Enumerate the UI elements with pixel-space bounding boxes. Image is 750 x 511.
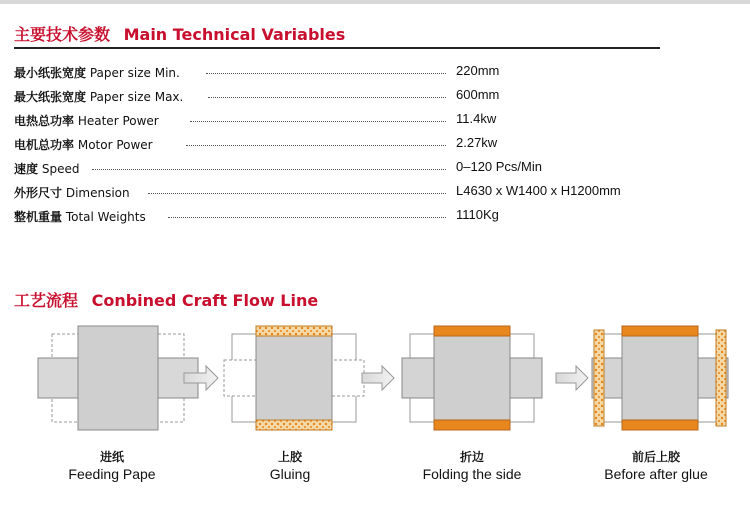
flow-step-before-after-glue bbox=[592, 326, 728, 430]
spec-label bbox=[14, 184, 130, 201]
spec-row-heater-power bbox=[14, 112, 714, 132]
spec-value: 0–120 Pcs/Min bbox=[456, 159, 542, 174]
flow-caption-cn: 前后上胶 bbox=[631, 450, 680, 464]
spec-label-cn: 最大纸张宽度 bbox=[14, 90, 87, 104]
spec-value: 2.27kw bbox=[456, 135, 498, 150]
glue-top-strip bbox=[434, 326, 510, 336]
spec-label-en: Total Weights bbox=[65, 210, 146, 224]
glue-left-strip bbox=[594, 330, 604, 426]
spec-label-cn: 速度 bbox=[14, 162, 39, 176]
flow-caption-gluing bbox=[210, 449, 370, 483]
spec-label bbox=[14, 208, 146, 225]
dot-leader bbox=[148, 193, 446, 194]
flow-caption-cn: 上胶 bbox=[277, 450, 302, 464]
spec-row-total-weights bbox=[14, 208, 714, 228]
dot-leader bbox=[186, 145, 446, 146]
paper-center bbox=[256, 326, 332, 430]
flow-caption-folding bbox=[392, 449, 552, 483]
dot-leader bbox=[168, 217, 446, 218]
flow-caption-before-after-glue bbox=[576, 449, 736, 483]
spec-label-cn: 外形尺寸 bbox=[14, 186, 63, 200]
spec-label-en: Speed bbox=[41, 162, 80, 176]
glue-top-strip bbox=[256, 326, 332, 336]
spec-value: L4630 x W1400 x H1200mm bbox=[456, 183, 621, 198]
section-title-specs bbox=[14, 22, 345, 45]
spec-label-en: Paper size Max. bbox=[89, 90, 184, 104]
spec-label-en: Motor Power bbox=[77, 138, 153, 152]
spec-row-speed bbox=[14, 160, 714, 180]
flow-caption-en: Folding the side bbox=[422, 466, 522, 482]
spec-value: 600mm bbox=[456, 87, 500, 102]
dot-leader bbox=[92, 169, 446, 170]
spec-label bbox=[14, 136, 153, 153]
dot-leader bbox=[206, 73, 446, 74]
flow-caption-en: Before after glue bbox=[604, 466, 708, 482]
spec-row-motor-power bbox=[14, 136, 714, 156]
spec-label bbox=[14, 88, 183, 105]
flow-caption-feeding bbox=[32, 449, 192, 483]
flow-step-feeding bbox=[38, 326, 198, 430]
section-title-specs-en: Main Technical Variables bbox=[123, 25, 346, 44]
flow-caption-en: Feeding Pape bbox=[68, 466, 156, 482]
section-title-specs-cn: 主要技术参数 bbox=[14, 25, 111, 44]
paper-center bbox=[622, 326, 698, 430]
spec-label-cn: 电机总功率 bbox=[14, 138, 75, 152]
paper-center bbox=[78, 326, 158, 430]
top-divider bbox=[0, 0, 750, 4]
flow-arrow-3 bbox=[556, 366, 588, 390]
spec-row-dimension bbox=[14, 184, 714, 204]
spec-label bbox=[14, 64, 180, 81]
spec-label bbox=[14, 112, 159, 129]
flow-caption-cn: 折边 bbox=[459, 450, 484, 464]
spec-label-en: Paper size Min. bbox=[89, 66, 180, 80]
section-rule-specs bbox=[14, 47, 660, 49]
flow-step-folding bbox=[402, 326, 542, 430]
spec-row-paper-min bbox=[14, 64, 714, 84]
craft-flow-diagram bbox=[0, 320, 750, 440]
glue-bottom-strip bbox=[434, 420, 510, 430]
flow-caption-en: Gluing bbox=[269, 466, 311, 482]
spec-value: 220mm bbox=[456, 63, 500, 78]
glue-right-strip bbox=[716, 330, 726, 426]
section-title-flow-en: Conbined Craft Flow Line bbox=[91, 291, 319, 310]
section-title-flow-cn: 工艺流程 bbox=[14, 291, 79, 310]
paper-center bbox=[434, 326, 510, 430]
glue-top-strip bbox=[622, 326, 698, 336]
spec-value: 11.4kw bbox=[456, 111, 497, 126]
flow-step-gluing bbox=[224, 326, 364, 430]
spec-label-cn: 整机重量 bbox=[14, 210, 63, 224]
flow-arrow-2 bbox=[362, 366, 394, 390]
spec-value: 1110Kg bbox=[456, 207, 499, 222]
dot-leader bbox=[190, 121, 446, 122]
glue-bottom-strip bbox=[256, 420, 332, 430]
spec-label bbox=[14, 160, 79, 177]
spec-label-en: Dimension bbox=[65, 186, 130, 200]
spec-row-paper-max bbox=[14, 88, 714, 108]
spec-label-en: Heater Power bbox=[77, 114, 159, 128]
section-title-flow bbox=[14, 288, 318, 311]
dot-leader bbox=[208, 97, 446, 98]
flow-caption-cn: 进纸 bbox=[99, 450, 124, 464]
glue-bottom-strip bbox=[622, 420, 698, 430]
spec-label-cn: 电热总功率 bbox=[14, 114, 75, 128]
spec-label-cn: 最小纸张宽度 bbox=[14, 66, 87, 80]
